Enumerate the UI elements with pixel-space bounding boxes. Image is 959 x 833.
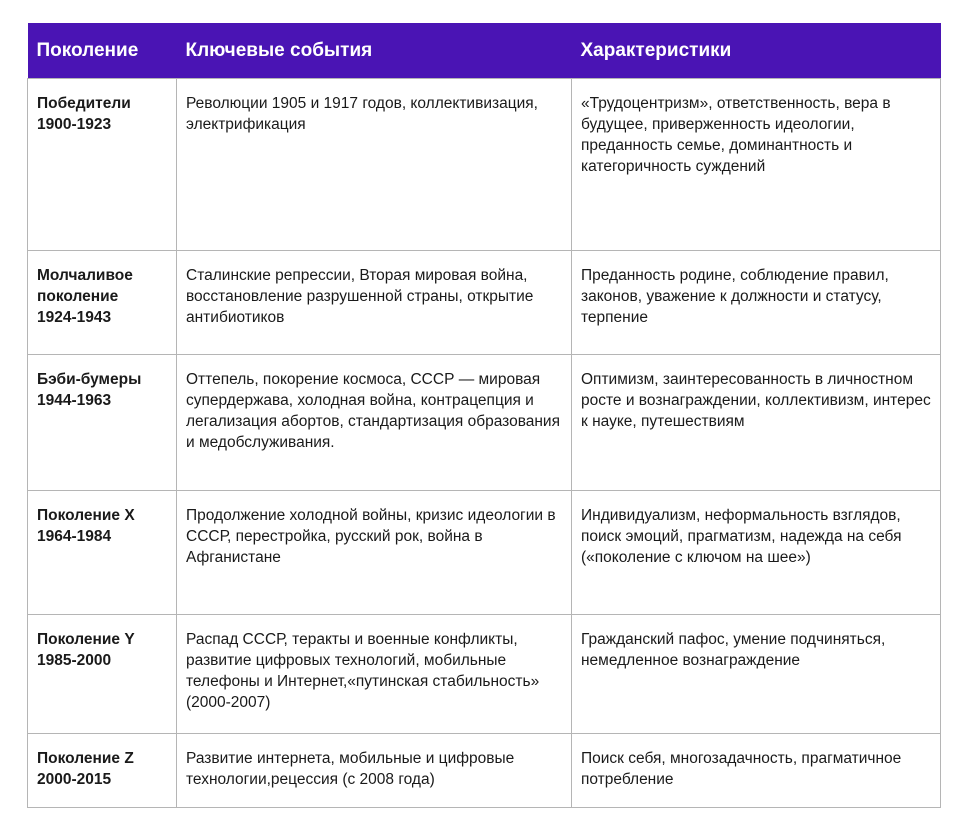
traits-cell: Поиск себя, многозадачность, прагматичное потребление: [572, 734, 941, 808]
events-cell: Развитие интернета, мобильные и цифровые технологии,рецессия (с 2008 года): [177, 734, 572, 808]
header-traits: Характеристики: [572, 23, 941, 79]
generation-years: 1924-1943: [37, 309, 112, 326]
events-cell: Сталинские репрессии, Вторая мировая война, восстановление разрушенной страны, открытие антибиотиков: [177, 251, 572, 355]
generation-name: Победители: [37, 95, 131, 112]
generation-years: 1944-1963: [37, 392, 112, 409]
table-row: [28, 615, 941, 734]
generation-cell: [28, 491, 177, 615]
table-row: [28, 355, 941, 491]
generation-name: Поколение Y: [37, 631, 135, 648]
generation-cell: [28, 734, 177, 808]
events-cell: Оттепель, покорение космоса, СССР — мировая супердержава, холодная война, контрацепция и легализация абортов, стандартизация образования и медобслуживания.: [177, 355, 572, 491]
generation-name: Поколение Z: [37, 750, 134, 767]
traits-cell: «Трудоцентризм», ответственность, вера в будущее, приверженность идеологии, преданность семье, доминантность и категоричность суждений: [572, 79, 941, 251]
table-row: [28, 251, 941, 355]
generation-cell: [28, 79, 177, 251]
events-cell: Революции 1905 и 1917 годов, коллективизация, электрификация: [177, 79, 572, 251]
header-events: Ключевые события: [177, 23, 572, 79]
generation-years: 1985-2000: [37, 652, 112, 669]
traits-cell: Преданность родине, соблюдение правил, законов, уважение к должности и статусу, терпение: [572, 251, 941, 355]
generations-table: [27, 23, 941, 808]
generation-years: 1900-1923: [37, 116, 112, 133]
events-cell: Продолжение холодной войны, кризис идеологии в СССР, перестройка, русский рок, война в Афганистане: [177, 491, 572, 615]
generation-cell: [28, 615, 177, 734]
generation-years: 2000-2015: [37, 771, 112, 788]
traits-cell: Оптимизм, заинтересованность в личностном росте и вознаграждении, коллективизм, интерес к науке, путешествиям: [572, 355, 941, 491]
table-row: [28, 79, 941, 251]
generation-name: Бэби-бумеры: [37, 371, 142, 388]
header-generation: Поколение: [28, 23, 177, 79]
table-row: [28, 491, 941, 615]
generation-cell: [28, 251, 177, 355]
generation-name: Поколение X: [37, 507, 135, 524]
generation-years: 1964-1984: [37, 528, 112, 545]
events-cell: Распад СССР, теракты и военные конфликты, развитие цифровых технологий, мобильные телефоны и Интернет,«путинская стабильность» (2000-2007): [177, 615, 572, 734]
table-row: [28, 734, 941, 808]
generation-name: Молчаливое поколение: [37, 267, 133, 305]
generation-cell: [28, 355, 177, 491]
traits-cell: Гражданский пафос, умение подчиняться, немедленное вознаграждение: [572, 615, 941, 734]
table-header: [28, 23, 941, 79]
traits-cell: Индивидуализм, неформальность взглядов, поиск эмоций, прагматизм, надежда на себя («поколение с ключом на шее»): [572, 491, 941, 615]
